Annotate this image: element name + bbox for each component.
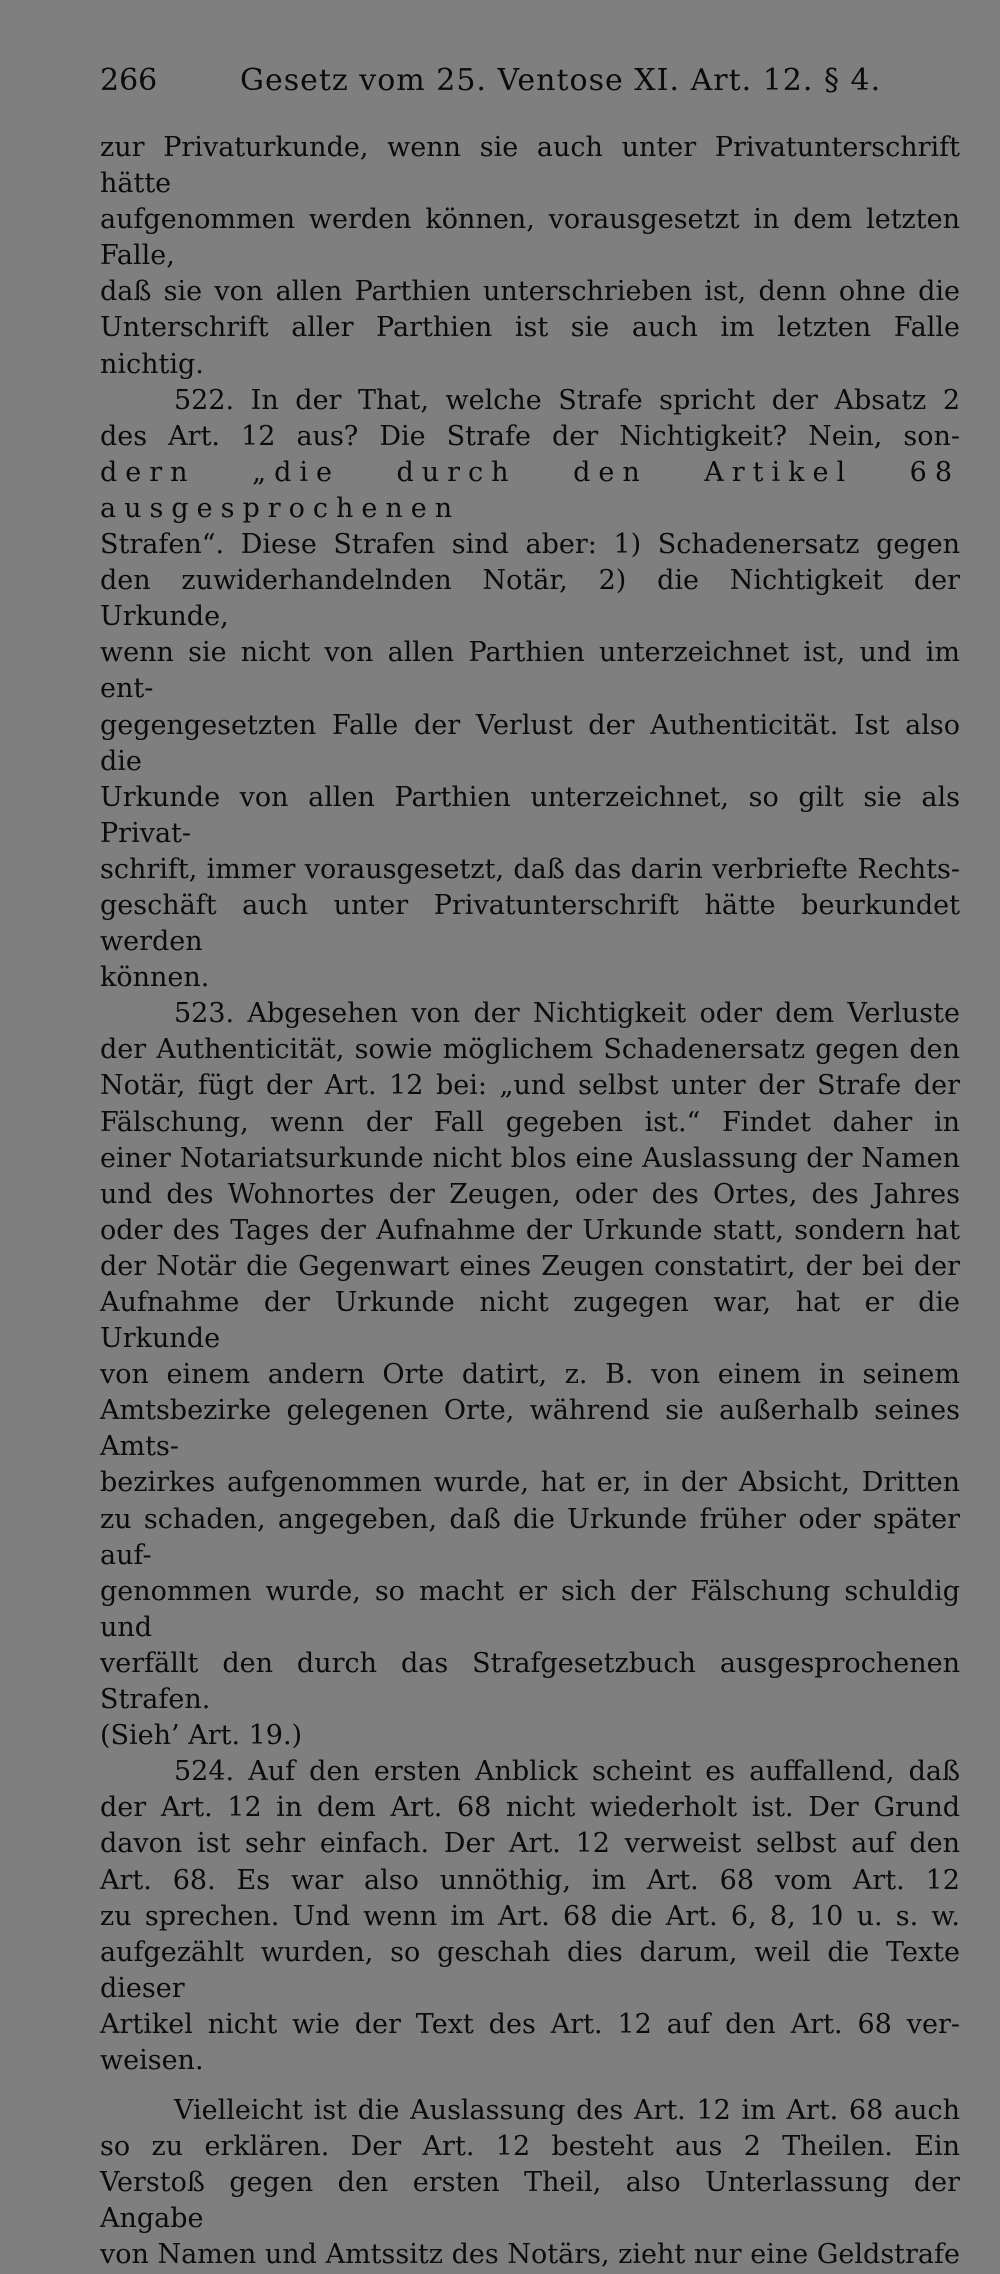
text-line — [100, 1393, 960, 1465]
text-line — [100, 1213, 960, 1249]
text-line — [100, 2093, 960, 2129]
text-line — [100, 1105, 960, 1141]
line-text: zu schaden, angegeben, daß die Urkunde früher oder später auf- — [100, 1503, 960, 1571]
text-line — [100, 2237, 960, 2273]
text-line — [100, 202, 960, 274]
line-text: Amtsbezirke gelegenen Orte, während sie außerhalb seines Amts- — [100, 1395, 960, 1463]
text-line — [100, 1754, 960, 1790]
line-text: schrift, immer vorausgesetzt, daß das darin verbriefte Rechts- — [100, 853, 960, 885]
line-text: Unterschrift aller Parthien ist sie auch im letzten Falle nichtig. — [100, 312, 960, 380]
line-text: oder des Tages der Aufnahme der Urkunde statt, sondern hat — [100, 1214, 960, 1246]
line-text: der Art. 12 in dem Art. 68 nicht wiederholt ist. Der Grund — [100, 1792, 960, 1824]
paragraph-gap — [100, 2079, 960, 2093]
line-text: können. — [100, 962, 210, 994]
text-line — [100, 455, 960, 527]
text-line — [100, 852, 960, 888]
line-text: Notär, fügt der Art. 12 bei: „und selbst unter der Strafe der — [100, 1070, 960, 1102]
text-line — [100, 383, 960, 419]
line-text: Strafen“. Diese Strafen sind aber: 1) Schadenersatz gegen — [100, 529, 960, 561]
line-text: zu sprechen. Und wenn im Art. 68 die Art. 6, 8, 10 u. s. w. — [100, 1900, 960, 1932]
line-text: Fälschung, wenn der Fall gegeben ist.“ Findet daher in — [100, 1106, 960, 1138]
text-line — [100, 1935, 960, 2007]
line-text: 524. Auf den ersten Anblick scheint es auffallend, daß — [174, 1756, 960, 1788]
text-line — [100, 130, 960, 202]
text-line — [100, 888, 960, 960]
line-text: weisen. — [100, 2044, 204, 2076]
text-line — [100, 2165, 960, 2237]
line-text: (Sieh’ Art. 19.) — [100, 1720, 303, 1752]
running-title: Gesetz vom 25. Ventose XI. Art. 12. § 4. — [240, 63, 882, 98]
line-text: Art. 68. Es war also unnöthig, im Art. 68 vom Art. 12 — [100, 1864, 960, 1896]
line-text: Urkunde von allen Parthien unterzeichnet, so gilt sie als Privat- — [100, 781, 960, 849]
line-text: von einem andern Orte datirt, z. B. von einem in seinem — [100, 1359, 960, 1391]
text-line — [100, 960, 960, 996]
line-text: gegengesetzten Falle der Verlust der Authenticität. Ist also die — [100, 709, 960, 777]
text-line — [100, 1465, 960, 1501]
body-text — [100, 130, 960, 2274]
line-text: Verstoß gegen den ersten Theil, also Unterlassung der Angabe — [100, 2167, 960, 2235]
line-text: aufgezählt wurden, so geschah dies darum, weil die Texte dieser — [100, 1936, 960, 2004]
text-line — [100, 1863, 960, 1899]
line-text: geschäft auch unter Privatunterschrift hätte beurkundet werden — [100, 889, 960, 958]
page-number: 266 — [100, 63, 158, 98]
text-line — [100, 2007, 960, 2043]
text-line — [100, 780, 960, 852]
text-line — [100, 419, 960, 455]
line-text: verfällt den durch das Strafgesetzbuch ausgesprochenen Strafen. — [100, 1647, 960, 1716]
text-line — [100, 2129, 960, 2165]
line-text: 523. Abgesehen von der Nichtigkeit oder dem Verluste — [174, 998, 960, 1030]
text-line — [100, 1285, 960, 1357]
text-line — [100, 1357, 960, 1393]
line-text: daß sie von allen Parthien unterschrieben ist, denn ohne die — [100, 276, 960, 308]
text-line — [100, 1718, 960, 1754]
line-text: Artikel nicht wie der Text des Art. 12 auf den Art. 68 ver- — [100, 2008, 960, 2040]
line-text: von Namen und Amtssitz des Notärs, zieht nur eine Geldstrafe — [100, 2239, 960, 2271]
text-line — [100, 1141, 960, 1177]
line-text: davon ist sehr einfach. Der Art. 12 verweist selbst auf den — [100, 1828, 960, 1860]
line-text: 522. In der That, welche Strafe spricht der Absatz 2 — [174, 384, 960, 416]
text-line — [100, 996, 960, 1032]
text-line — [100, 1068, 960, 1104]
text-line — [100, 2043, 960, 2079]
text-line — [100, 527, 960, 563]
line-text: zur Privaturkunde, wenn sie auch unter Privatunterschrift hätte — [100, 132, 960, 200]
text-line — [100, 635, 960, 707]
running-header — [100, 58, 882, 104]
text-line — [100, 1790, 960, 1826]
line-text: der Authenticität, sowie möglichem Schadenersatz gegen den — [100, 1034, 960, 1066]
line-text: wenn sie nicht von allen Parthien unterzeichnet ist, und im ent- — [100, 637, 960, 705]
text-line — [100, 1826, 960, 1862]
line-text: einer Notariatsurkunde nicht blos eine Auslassung der Namen — [100, 1142, 960, 1174]
line-text: den zuwiderhandelnden Notär, 2) die Nichtigkeit der Urkunde, — [100, 565, 960, 633]
text-line — [100, 1899, 960, 1935]
line-text: der Notär die Gegenwart eines Zeugen constatirt, der bei der — [100, 1250, 960, 1282]
text-line — [100, 274, 960, 310]
line-text: und des Wohnortes der Zeugen, oder des Ortes, des Jahres — [100, 1178, 960, 1210]
line-text: Aufnahme der Urkunde nicht zugegen war, hat er die Urkunde — [100, 1287, 960, 1355]
text-line — [100, 1177, 960, 1213]
text-line — [100, 1032, 960, 1068]
line-text: so zu erklären. Der Art. 12 besteht aus 2 Theilen. Ein — [100, 2131, 960, 2163]
text-line — [100, 708, 960, 780]
text-line — [100, 1574, 960, 1646]
text-line — [100, 563, 960, 635]
text-line — [100, 310, 960, 382]
line-text: Vielleicht ist die Auslassung des Art. 12 im Art. 68 auch — [174, 2095, 960, 2127]
line-text: bezirkes aufgenommen wurde, hat er, in der Absicht, Dritten — [100, 1467, 960, 1499]
text-line — [100, 1502, 960, 1574]
line-text: dern „die durch den Artikel 68 ausgesprochenen — [100, 456, 960, 524]
text-line — [100, 1249, 960, 1285]
line-text: genommen wurde, so macht er sich der Fälschung schuldig und — [100, 1575, 960, 1643]
line-text: aufgenommen werden können, vorausgesetzt in dem letzten Falle, — [100, 204, 960, 272]
line-text: des Art. 12 aus? Die Strafe der Nichtigkeit? Nein, son- — [100, 420, 960, 452]
text-line — [100, 1646, 960, 1718]
